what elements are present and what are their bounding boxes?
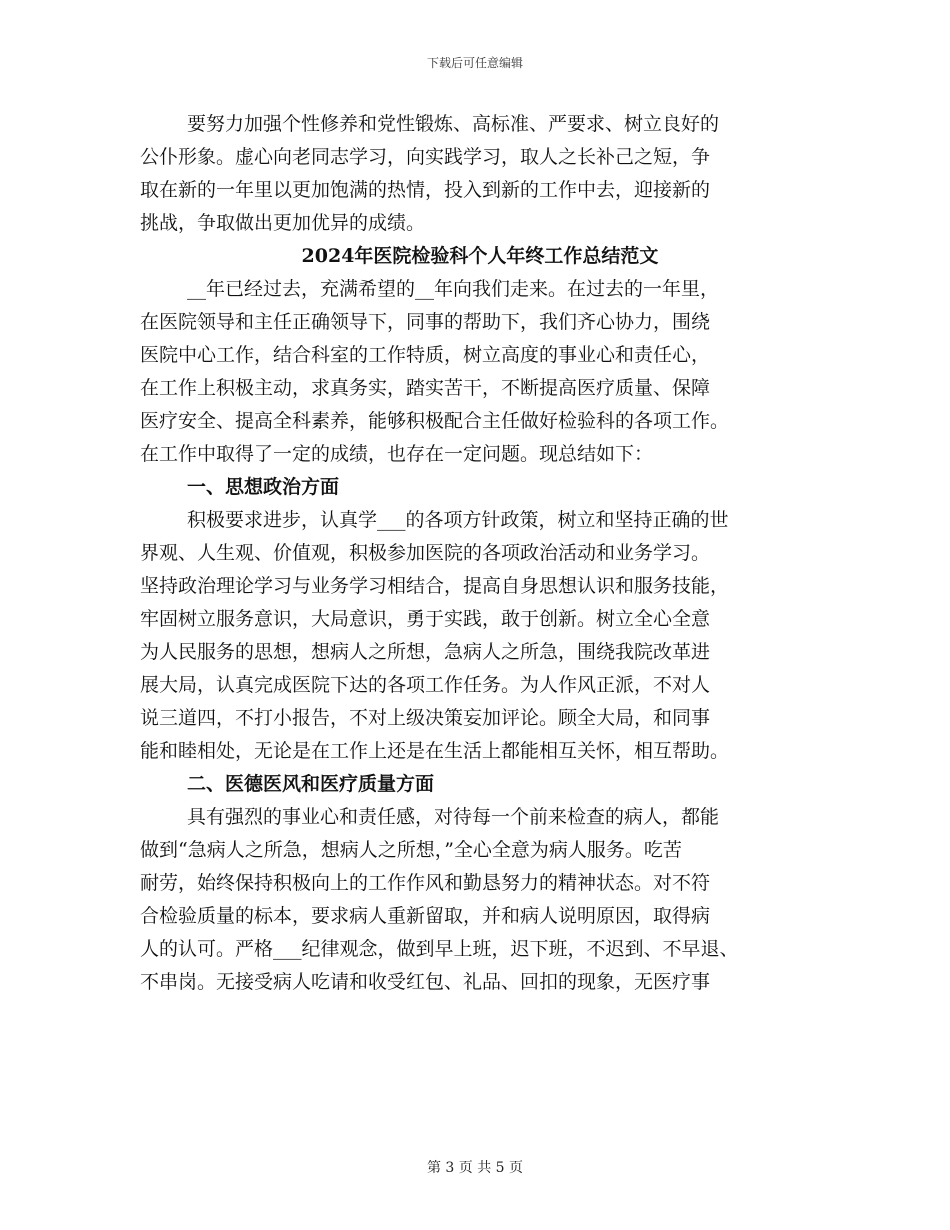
page-header: 下载后可任意编辑 [426,56,523,70]
paragraph-closing [140,108,820,240]
text-line: 在工作上积极主动，求真务实，踏实苦干，不断提高医疗质量、保障 [140,377,711,399]
text-line: 积极要求进步，认真学___的各项方针政策，树立和坚持正确的世 [187,509,729,531]
text-line: 为人民服务的思想，想病人之所想，急病人之所急，围绕我院改革进 [140,641,711,663]
text-line: 合检验质量的标本，要求病人重新留取，并和病人说明原因，取得病 [140,905,711,927]
text-line: 不串岗。无接受病人吃请和收受红包、礼品、回扣的现象，无医疗事 [140,971,711,993]
text-line: 展大局，认真完成医院下达的各项工作任务。为人作风正派，不对人 [140,674,711,696]
paragraph-ethics [140,801,820,999]
text-line: __年已经过去，充满希望的__年向我们走来。在过去的一年里， [187,278,720,300]
paragraph-political [140,504,820,768]
text-line: 在医院领导和主任正确领导下，同事的帮助下，我们齐心协力，围绕 [140,311,711,333]
text-line: 界观、人生观、价值观，积极参加医院的各项政治活动和业务学习。 [140,542,711,564]
section-heading-political: 一、思想政治方面 [187,476,340,498]
page-footer: 第 3 页 共 5 页 [426,1160,524,1176]
text-line: 坚持政治理论学习与业务学习相结合，提高自身思想认识和服务技能， [140,575,730,597]
text-line: 要努力加强个性修养和党性锻炼、高标准、严要求、树立良好的 [187,113,720,135]
section-heading-ethics: 二、医德医风和医疗质量方面 [187,773,435,795]
text-line: 人的认可。严格___纪律观念，做到早上班，迟下班，不迟到、不早退、 [140,938,739,960]
text-line: 挑战，争取做出更加优异的成绩。 [140,212,426,234]
text-line: 牢固树立服务意识，大局意识，勇于实践，敢于创新。树立全心全意 [140,608,711,630]
paragraph-intro [140,273,820,471]
text-line: 公仆形象。虚心向老同志学习，向实践学习，取人之长补己之短，争 [140,146,711,168]
document-title: 2024年医院检验科个人年终工作总结范文 [301,245,659,267]
text-line: 在工作中取得了一定的成绩，也存在一定问题。现总结如下： [140,443,654,465]
text-line: 耐劳，始终保持积极向上的工作作风和勤恳努力的精神状态。对不符 [140,872,711,894]
text-line: 医疗安全、提高全科素养，能够积极配合主任做好检验科的各项工作。 [140,410,730,432]
text-line: 具有强烈的事业心和责任感，对待每一个前来检查的病人，都能 [187,806,720,828]
text-line: 医院中心工作，结合科室的工作特质，树立高度的事业心和责任心， [140,344,711,366]
document-body [140,108,820,999]
text-line: 说三道四，不打小报告，不对上级决策妄加评论。顾全大局，和同事 [140,707,711,729]
text-line: 做到“急病人之所急，想病人之所想，”全心全意为病人服务。吃苦 [140,839,682,861]
text-line: 取在新的一年里以更加饱满的热情，投入到新的工作中去，迎接新的 [140,179,711,201]
text-line: 能和睦相处，无论是在工作上还是在生活上都能相互关怀，相互帮助。 [140,740,730,762]
